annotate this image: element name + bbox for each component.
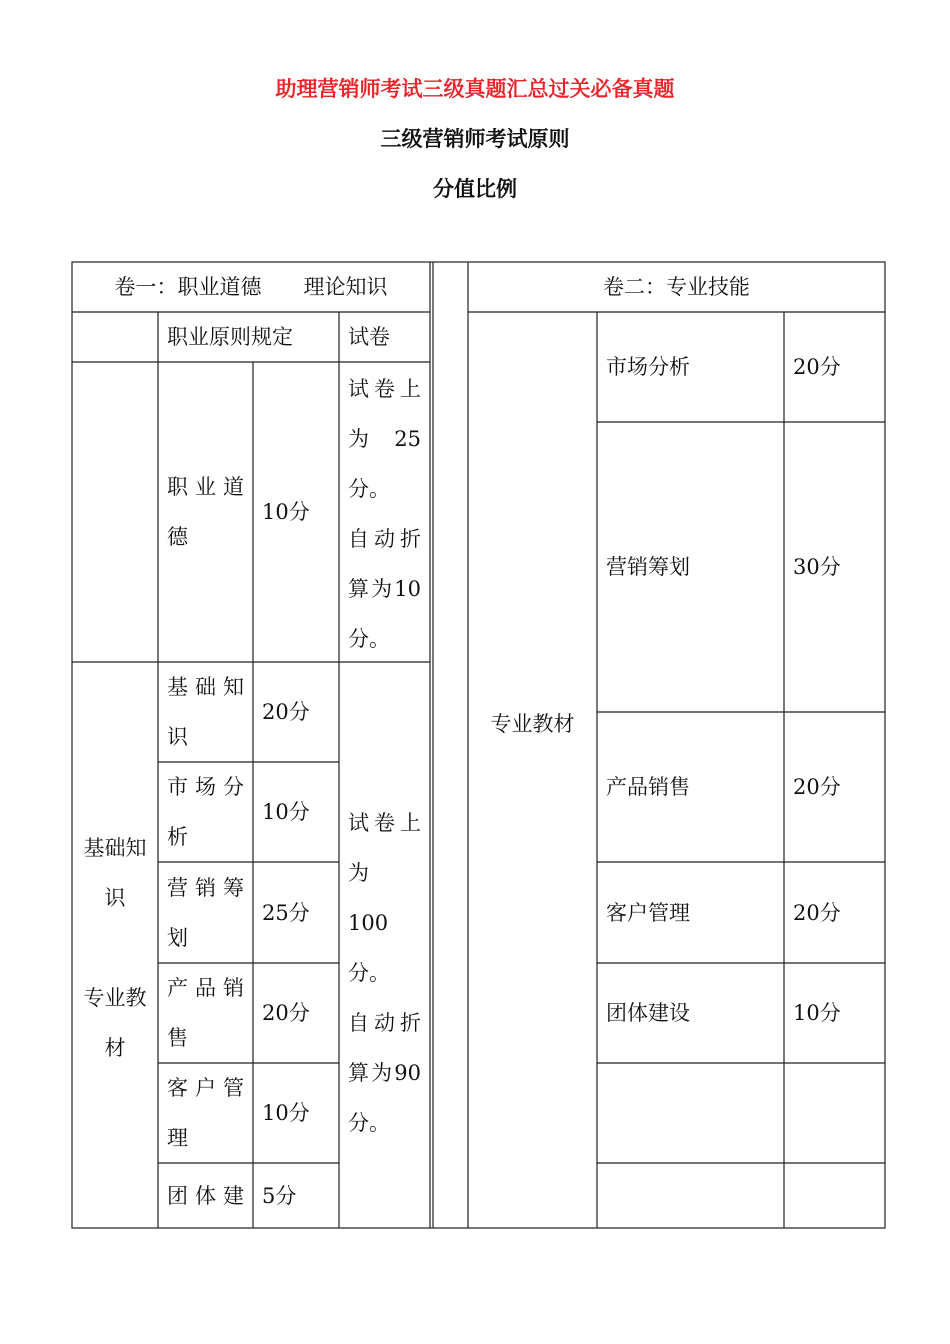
theory-row-3-score: 25分 <box>262 900 310 925</box>
right-table-header: 卷二：专业技能 <box>603 275 750 299</box>
theory-row-6-subject: 团体建 <box>167 1183 244 1208</box>
ethics-note <box>339 364 430 662</box>
theory-row-5-score: 10分 <box>262 1101 310 1125</box>
skill-row-4-subject: 客户管理 <box>606 900 690 925</box>
left-group-label-textbook: 专业教材 <box>83 986 147 1060</box>
theory-note-line1: 试卷上为 100 <box>348 811 421 935</box>
ethics-note-line2: 分。 <box>348 477 390 501</box>
skill-row-4-score: 20分 <box>793 900 841 925</box>
ethics-note-line4: 分。 <box>348 627 390 651</box>
theory-row-2-subject: 市场分析 <box>167 775 244 849</box>
skill-row-5-score: 10分 <box>793 1001 841 1025</box>
theory-row-2-score: 10分 <box>262 800 310 824</box>
theory-row-5-subject: 客户管理 <box>167 1076 244 1150</box>
skill-row-1-subject: 市场分析 <box>606 355 690 379</box>
theory-row-1-score: 20分 <box>262 700 310 724</box>
skill-row-3-subject: 产品销售 <box>606 775 690 799</box>
theory-note <box>339 798 430 1135</box>
theory-row-3-subject: 营销筹划 <box>167 875 244 950</box>
skill-row-7-subject <box>597 1163 784 1228</box>
theory-note-line2: 分。 <box>348 961 390 985</box>
left-subheader-rule: 职业原则规定 <box>167 325 293 349</box>
document-title: 助理营销师考试三级真题汇总过关必备真题 <box>275 77 675 101</box>
skill-row-7-score <box>784 1163 885 1228</box>
ethics-note-line1: 试卷上为 25 <box>348 377 421 451</box>
document-subtitle-score-ratio: 分值比例 <box>433 177 517 201</box>
left-subheader-paper: 试卷 <box>348 325 390 349</box>
skill-row-1-score: 20分 <box>793 355 841 379</box>
left-table-header: 卷一：职业道德 理论知识 <box>114 275 388 299</box>
ethics-note-line3: 自动折算为10 <box>348 527 421 601</box>
theory-note-line4: 分。 <box>348 1111 390 1135</box>
theory-note-line3: 自动折算为90 <box>348 1011 421 1085</box>
skill-row-6-subject <box>597 1063 784 1163</box>
skill-row-5-subject: 团体建设 <box>606 1001 690 1025</box>
ethics-score: 10分 <box>262 500 310 524</box>
theory-row-6-score: 5分 <box>262 1183 297 1208</box>
skill-row-2-score: 30分 <box>793 555 841 579</box>
skill-row-2-subject: 营销筹划 <box>606 555 690 579</box>
ethics-subject: 职业道德 <box>167 475 244 549</box>
right-group-label: 专业教材 <box>490 712 575 736</box>
skill-row-3-score: 20分 <box>793 775 841 799</box>
document-subtitle: 三级营销师考试原则 <box>380 127 570 151</box>
skill-row-6-score <box>784 1063 885 1163</box>
theory-row-4-subject: 产品销售 <box>167 976 244 1050</box>
theory-row-1-subject: 基础知识 <box>167 675 244 749</box>
left-group-label-basic: 基础知识 <box>83 836 147 910</box>
theory-row-4-score: 20分 <box>262 1001 310 1025</box>
